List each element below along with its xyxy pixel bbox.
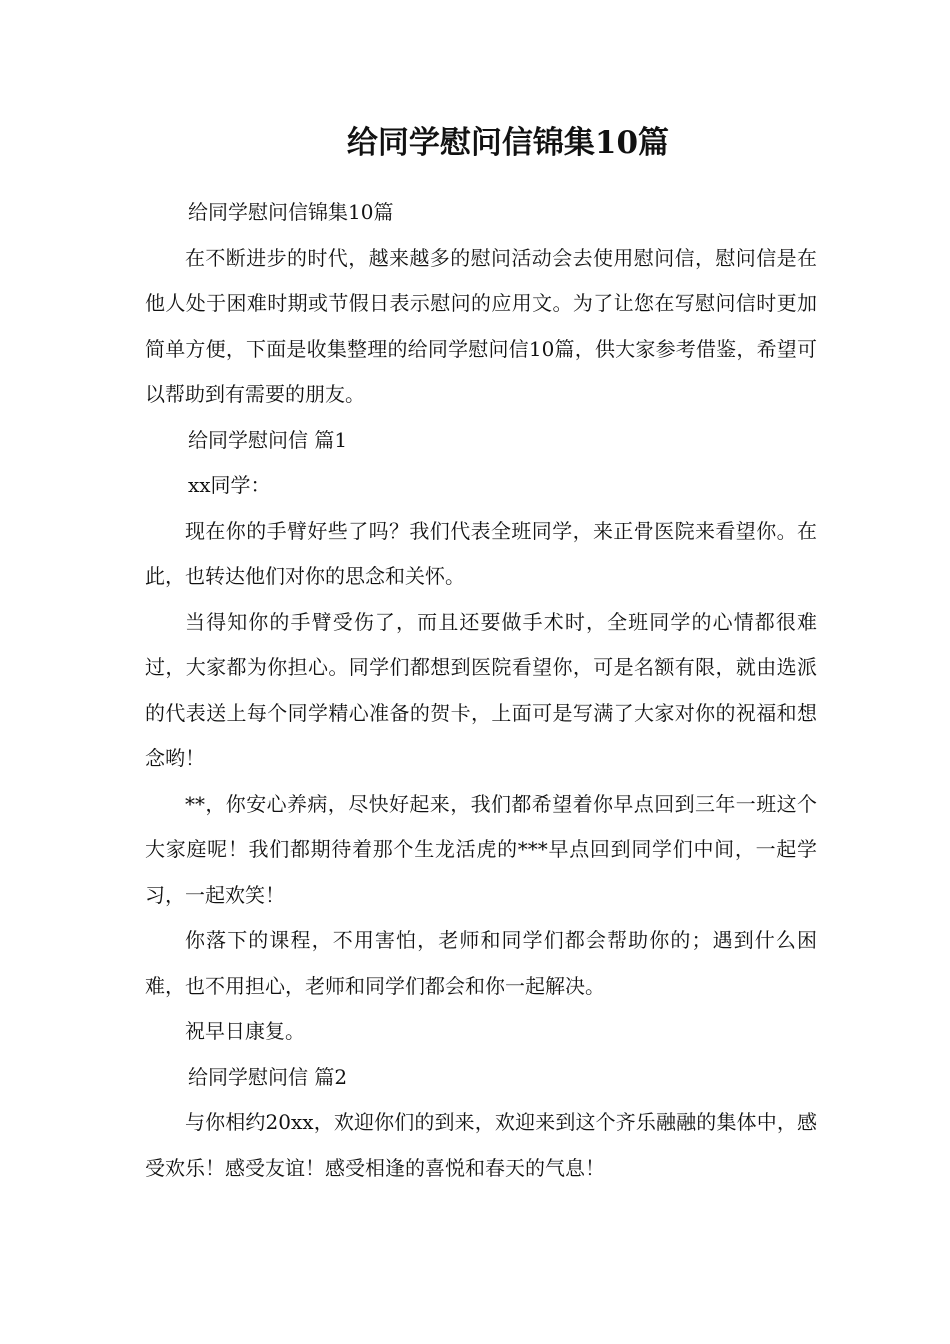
letter-paragraph-1: 现在你的手臂好些了吗？我们代表全班同学，来正骨医院来看望你。在此，也转达他们对你的思念和关怀。 [145, 518, 817, 588]
document-title: 给同学慰问信锦集10篇 [346, 125, 670, 161]
letter-2-paragraph-1: 与你相约20xx，欢迎你们的到来，欢迎来到这个齐乐融融的集体中，感受欢乐！感受友谊！感受相逢的喜悦和春天的气息！ [145, 1110, 817, 1180]
letter-paragraph-3: **，你安心养病，尽快好起来，我们都希望着你早点回到三年一班这个大家庭呢！我们都期待着那个生龙活虎的***早点回到同学们中间，一起学习，一起欢笑！ [145, 791, 817, 907]
letter-paragraph-4: 你落下的课程，不用害怕，老师和同学们都会帮助你的；遇到什么困难，也不用担心，老师和同学们都会和你一起解决。 [145, 928, 817, 998]
letter-paragraph-2: 当得知你的手臂受伤了，而且还要做手术时，全班同学的心情都很难过，大家都为你担心。同学们都想到医院看望你，可是名额有限，就由选派的代表送上每个同学精心准备的贺卡，上面可是写满了大家对你的祝福和想念哟！ [145, 609, 817, 770]
document-subtitle: 给同学慰问信锦集10篇 [188, 200, 394, 224]
section-heading-1: 给同学慰问信 篇1 [188, 427, 348, 452]
document-body [145, 190, 817, 1191]
salutation: xx同学： [188, 473, 271, 497]
section-heading-2: 给同学慰问信 篇2 [188, 1064, 348, 1089]
letter-closing: 祝早日康复。 [185, 1019, 305, 1043]
intro-paragraph: 在不断进步的时代，越来越多的慰问活动会去使用慰问信，慰问信是在他人处于困难时期或节假日表示慰问的应用文。为了让您在写慰问信时更加简单方便，下面是收集整理的给同学慰问信10篇，供大家参考借鉴，希望可以帮助到有需要的朋友。 [145, 245, 817, 406]
